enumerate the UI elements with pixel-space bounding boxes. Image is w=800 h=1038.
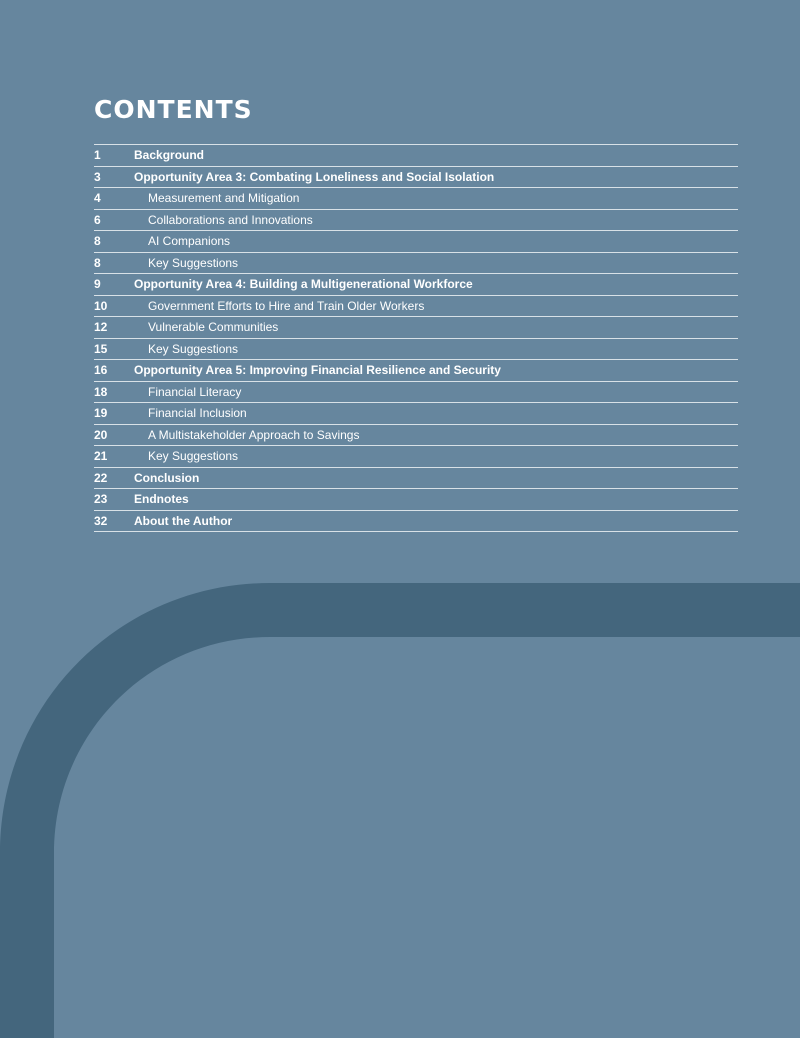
toc-entry[interactable] [94,296,738,318]
toc-page-number: 6 [94,212,101,227]
toc-page-number: 10 [94,298,108,313]
toc-page-number: 20 [94,427,108,442]
toc-entry-label: Opportunity Area 4: Building a Multigenerational Workforce [134,277,473,292]
toc-entry[interactable] [94,317,738,339]
toc-page-number: 23 [94,492,108,507]
toc-entry[interactable] [94,511,738,533]
toc-entry-label: Measurement and Mitigation [148,191,300,206]
toc-entry-label: Conclusion [134,470,200,485]
toc-entry[interactable] [94,446,738,468]
toc-entry[interactable] [94,274,738,296]
toc-page-number: 21 [94,449,108,464]
toc-entry-label: Financial Inclusion [148,406,247,421]
toc-entry[interactable] [94,188,738,210]
toc-entry[interactable] [94,425,738,447]
toc-entry-label: Collaborations and Innovations [148,212,313,227]
toc-entry[interactable] [94,403,738,425]
toc-entry-label: Government Efforts to Hire and Train Older Workers [148,298,425,313]
toc-page-number: 18 [94,384,108,399]
toc-page-number: 19 [94,406,108,421]
toc-page-number: 8 [94,234,101,249]
toc-entry-label: Opportunity Area 5: Improving Financial Resilience and Security [134,363,501,378]
toc-page-number: 12 [94,320,108,335]
toc-page-number: 3 [94,169,101,184]
toc-entry[interactable] [94,468,738,490]
toc-page-number: 9 [94,277,101,292]
page-title: CONTENTS [94,95,253,124]
decorative-arc-band [0,583,800,1038]
toc-page-number: 8 [94,255,101,270]
toc-page-number: 15 [94,341,108,356]
toc-page-number: 22 [94,470,108,485]
toc-entry-label: Opportunity Area 3: Combating Loneliness and Social Isolation [134,169,495,184]
toc-entry-label: Key Suggestions [148,255,239,270]
toc-entry[interactable] [94,339,738,361]
toc-entry[interactable] [94,167,738,189]
toc-entry-label: About the Author [134,513,233,528]
toc-entry-label: AI Companions [148,234,231,249]
toc-page-number: 1 [94,148,101,163]
toc-entry[interactable] [94,382,738,404]
toc-entry-label: Vulnerable Communities [148,320,279,335]
toc-entry[interactable] [94,360,738,382]
toc-entry[interactable] [94,253,738,275]
toc-entry-label: Endnotes [134,492,189,507]
toc-entry-label: Financial Literacy [148,384,242,399]
toc-entry-label: Background [134,148,205,163]
toc-entry-label: Key Suggestions [148,341,239,356]
toc-entry-label: Key Suggestions [148,449,239,464]
toc-entry[interactable] [94,145,738,167]
table-of-contents [94,144,738,532]
toc-entry[interactable] [94,210,738,232]
toc-entry-label: A Multistakeholder Approach to Savings [148,427,360,442]
toc-page-number: 16 [94,363,108,378]
toc-entry[interactable] [94,489,738,511]
toc-entry[interactable] [94,231,738,253]
toc-page-number: 32 [94,513,108,528]
toc-page-number: 4 [94,191,101,206]
